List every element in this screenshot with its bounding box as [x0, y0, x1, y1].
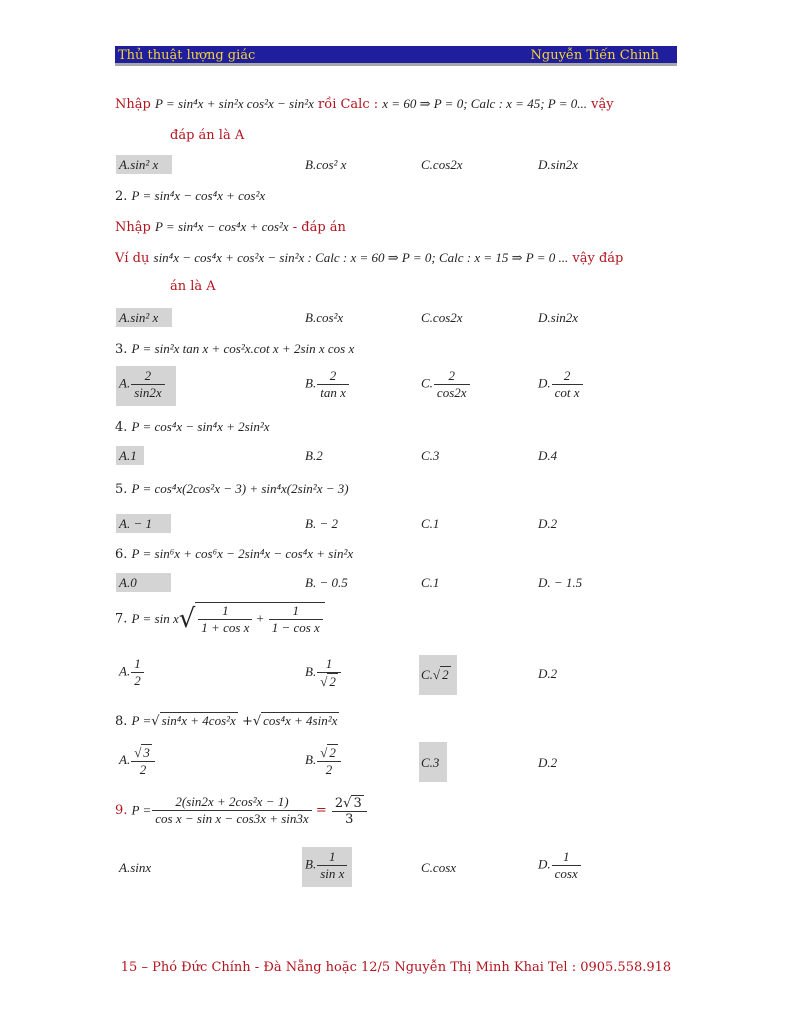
q7-c-radicand: 2 [442, 667, 449, 682]
q8-b-prefix: B. [305, 751, 317, 767]
intro-line [115, 96, 614, 112]
q2-vidu: Ví dụ [115, 251, 150, 266]
q2-nhap: Nhập [115, 220, 151, 235]
q8-question [115, 712, 339, 729]
intro-calc: x = 60 ⇒ P = 0; Calc : x = 45; P = 0... [382, 96, 588, 111]
q2-nhap-line [115, 219, 346, 235]
q3-d-fraction [552, 368, 583, 401]
q3-d-den: cot x [554, 385, 580, 400]
q8-radical2-icon: √ [252, 714, 262, 729]
q8-radicand1: sin⁴x + 4cos²x [161, 713, 236, 728]
q7-b-radicand: 2 [329, 674, 336, 689]
q3-label: 3. [115, 342, 128, 357]
q5-answer-c: C.1 [421, 516, 440, 531]
q9-d-den: cosx [554, 866, 578, 881]
q5-answer-d: D.2 [538, 516, 558, 531]
q8-a-fraction [131, 744, 155, 778]
q9-answer-b [305, 849, 347, 882]
q8-a-radicand: 3 [143, 745, 150, 760]
q9-answer-a: A.sinx [119, 860, 152, 875]
q8-b-fraction [317, 744, 341, 778]
q6-answer-d: D. − 1.5 [538, 575, 583, 590]
q1-answer-a: A.sin² x [119, 157, 159, 172]
q7-b-prefix: B. [305, 663, 317, 679]
q2-answer-c: C.cos2x [421, 310, 463, 325]
q9-question [115, 794, 367, 827]
q9-d-prefix: D. [538, 856, 551, 872]
header-title: Thủ thuật lượng giác [118, 48, 256, 63]
q3-answer-a [119, 368, 165, 401]
q7-c-prefix: C. [421, 667, 433, 682]
q8-b-num [317, 744, 341, 762]
q7-b-radical-icon: √ [320, 674, 328, 689]
q7-b-fraction [317, 656, 341, 690]
q8-b-radical-icon: √ [320, 745, 328, 760]
q8-answer-c: C.3 [421, 755, 440, 770]
q3-c-prefix: C. [421, 375, 433, 391]
q8-radicand2: cos⁴x + 4sin²x [263, 713, 338, 728]
q3-answer-d [538, 368, 583, 401]
q4-answer-c: C.3 [421, 448, 440, 463]
intro-roi-calc: rồi Calc : [318, 97, 379, 112]
q2-question [115, 188, 265, 204]
q3-b-prefix: B. [305, 375, 317, 391]
intro-nhap: Nhập [115, 97, 151, 112]
q8-radical1-icon: √ [151, 714, 160, 729]
q3-a-num: 2 [131, 368, 164, 385]
q2-answer-b: B.cos²x [305, 310, 344, 325]
q2-nhap-tail: - đáp án [292, 220, 346, 235]
q2-vidu-expr: sin⁴x − cos⁴x + cos²x − sin²x : Calc : x = 60 ⇒ P = 0; Calc : x = 15 ⇒ P = 0 ... [153, 250, 569, 265]
q7-radicand [195, 602, 325, 636]
q9-eq: = [315, 803, 327, 818]
q3-expr: P = sin²x tan x + cos²x.cot x + 2sin x cos x [131, 341, 355, 356]
q7-label: 7. [115, 611, 128, 627]
q2-vidu-line [115, 250, 623, 266]
q9-label: 9. [115, 803, 128, 818]
q9-answer-c: C.cosx [421, 860, 457, 875]
q3-b-fraction [317, 368, 349, 401]
q9-result-radicand: 3 [353, 795, 362, 811]
q2-answer-a: A.sin² x [119, 310, 159, 325]
q9-num: 2(sin2x + 2cos²x − 1) [152, 794, 311, 811]
q3-b-den: tan x [320, 385, 346, 400]
q7-b-num: 1 [317, 656, 341, 673]
q9-p: P = [131, 802, 152, 818]
q7-b-den [317, 673, 341, 690]
q2-answer-d: D.sin2x [538, 310, 579, 325]
intro-expr: P = sin⁴x + sin²x cos²x − sin²x [154, 96, 314, 111]
q4-answer-b: B.2 [305, 448, 323, 463]
q3-question [115, 341, 354, 357]
q3-d-num: 2 [552, 368, 583, 385]
q7-f1-num: 1 [198, 603, 252, 620]
q9-main-fraction [152, 794, 311, 827]
q3-a-prefix: A. [119, 375, 131, 391]
q6-question [115, 546, 353, 562]
header-author: Nguyễn Tiến Chinh [530, 48, 659, 63]
q7-answer-a [119, 656, 144, 689]
q9-den: cos x − sin x − cos3x + sin3x [155, 811, 309, 826]
q8-a-num [131, 744, 155, 762]
q8-a-prefix: A. [119, 751, 131, 767]
q8-p: P = [131, 713, 152, 728]
q9-b-den: sin x [320, 866, 345, 881]
q9-b-prefix: B. [305, 856, 317, 872]
page-header [115, 46, 677, 66]
q3-a-fraction [131, 368, 164, 401]
q3-c-den: cos2x [436, 385, 467, 400]
q7-radical-icon: √ [178, 604, 196, 634]
q9-result-fraction [332, 795, 367, 827]
q5-expr: P = cos⁴x(2cos²x − 3) + sin⁴x(2sin²x − 3) [131, 481, 349, 496]
q3-b-num: 2 [317, 368, 349, 385]
q7-f2-num: 1 [269, 603, 323, 620]
q1-answer-d: D.sin2x [538, 157, 579, 172]
q9-b-num: 1 [317, 849, 347, 866]
q8-a-radical-icon: √ [134, 745, 142, 760]
q9-d-num: 1 [552, 849, 581, 866]
q8-b-den: 2 [325, 762, 333, 777]
q5-answer-b: B. − 2 [305, 516, 338, 531]
q9-result-radical-icon: √ [343, 795, 352, 811]
q8-answer-a [119, 744, 155, 778]
q7-a-den: 2 [134, 673, 141, 688]
q3-d-prefix: D. [538, 375, 551, 391]
intro-vay: vậy [591, 97, 614, 112]
q8-answer-d: D.2 [538, 755, 558, 770]
q7-answer-b [305, 656, 341, 690]
q7-f2-den: 1 − cos x [271, 620, 320, 635]
q8-plus: + [241, 714, 253, 729]
q7-a-prefix: A. [119, 663, 131, 679]
q9-b-fraction [317, 849, 347, 882]
q7-answer-c [421, 666, 451, 683]
q4-answer-a: A.1 [119, 448, 137, 463]
q9-d-fraction [552, 849, 581, 882]
q5-label: 5. [115, 482, 128, 497]
q7-f1-den: 1 + cos x [201, 620, 250, 635]
q2-vidu-line2: án là A [170, 279, 216, 294]
q7-p: P = sin x [131, 611, 179, 626]
q9-result-num [332, 795, 367, 812]
q8-label: 8. [115, 714, 128, 729]
q6-answer-b: B. − 0.5 [305, 575, 348, 590]
q1-answer-c: C.cos2x [421, 157, 463, 172]
q1-answer-b: B.cos² x [305, 157, 347, 172]
q9-answer-d [538, 849, 581, 882]
q7-frac1 [198, 603, 252, 636]
q7-question [115, 602, 325, 636]
page-footer: 15 – Phó Đức Chính - Đà Nẵng hoặc 12/5 Nguyễn Thị Minh Khai Tel : 0905.558.918 [120, 960, 672, 975]
q8-b-radicand: 2 [329, 745, 336, 760]
q7-a-fraction [131, 656, 144, 689]
q3-answer-c [421, 368, 470, 401]
q2-label: 2. [115, 189, 128, 204]
q7-a-num: 1 [131, 656, 144, 673]
q5-question [115, 481, 349, 497]
q7-plus: + [255, 610, 265, 626]
q3-c-num: 2 [434, 368, 470, 385]
q3-answer-b [305, 368, 349, 401]
q7-frac2 [269, 603, 323, 636]
q2-nhap-expr: P = sin⁴x − cos⁴x + cos²x [154, 219, 289, 234]
q2-vidu-tail: vậy đáp [572, 251, 624, 266]
q3-a-den: sin2x [134, 385, 162, 400]
q8-a-den: 2 [139, 762, 147, 777]
q4-label: 4. [115, 420, 128, 435]
q7-c-radical-icon: √ [432, 667, 441, 682]
q4-expr: P = cos⁴x − sin⁴x + 2sin²x [131, 419, 270, 434]
q9-result-den: 3 [345, 811, 354, 827]
q6-answer-c: C.1 [421, 575, 440, 590]
q9-result-coef: 2 [334, 795, 344, 811]
q3-c-fraction [434, 368, 470, 401]
q6-expr: P = sin⁶x + cos⁶x − 2sin⁴x − cos⁴x + sin²x [131, 546, 354, 561]
q5-answer-a: A. − 1 [119, 516, 152, 531]
q6-answer-a: A.0 [119, 575, 137, 590]
q8-answer-b [305, 744, 341, 778]
q4-answer-d: D.4 [538, 448, 558, 463]
q2-expr: P = sin⁴x − cos⁴x + cos²x [131, 188, 266, 203]
intro-answer-note: đáp án là A [170, 128, 245, 143]
q6-label: 6. [115, 547, 128, 562]
q4-question [115, 419, 270, 435]
q7-answer-d: D.2 [538, 666, 558, 681]
